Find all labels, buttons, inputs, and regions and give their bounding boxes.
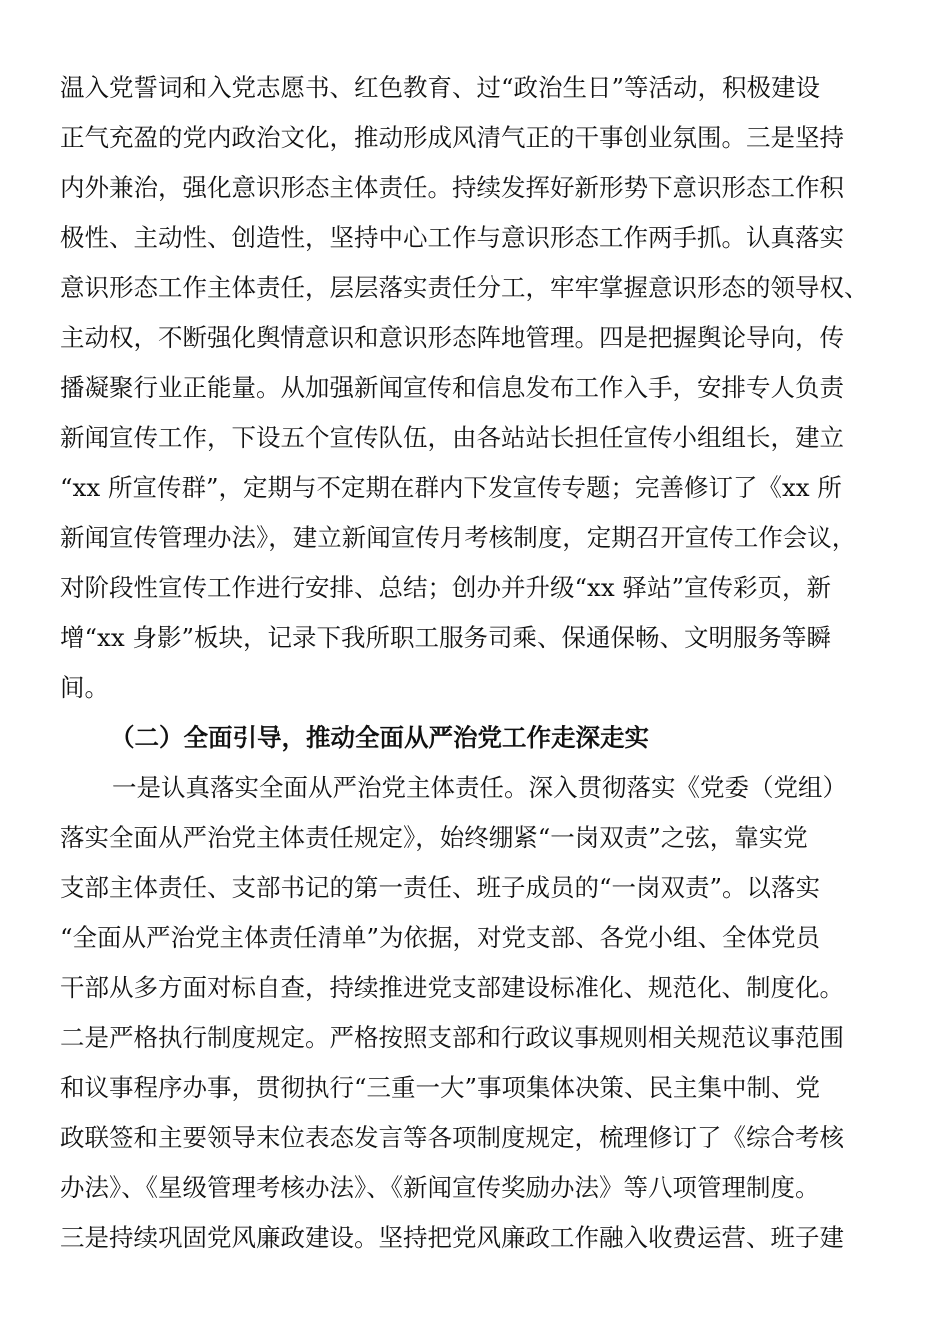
paragraph-line: 政联签和主要领导末位表态发言等各项制度规定，梳理修订了《综合考核 [60,1123,844,1152]
paragraph-line: 正气充盈的党内政治文化，推动形成风清气正的干事创业氛围。三是坚持 [60,123,844,152]
paragraph-line: 对阶段性宣传工作进行安排、总结；创办并升级“xx 驿站”宣传彩页，新 [60,573,831,602]
paragraph-line: 意识形态工作主体责任，层层落实责任分工，牢牢掌握意识形态的领导权、 [60,273,869,302]
paragraph-line: 间。 [60,673,109,702]
paragraph-line: 三是持续巩固党风廉政建设。坚持把党风廉政工作融入收费运营、班子建 [60,1223,844,1252]
paragraph-line: 新闻宣传工作，下设五个宣传队伍，由各站站长担任宣传小组组长，建立 [60,423,844,452]
paragraph-line: 办法》、《星级管理考核办法》、《新闻宣传奖励办法》等八项管理制度。 [60,1173,820,1202]
paragraph-line: “全面从严治党主体责任清单”为依据，对党支部、各党小组、全体党员 [60,923,821,952]
paragraph-line: 极性、主动性、创造性，坚持中心工作与意识形态工作两手抓。认真落实 [60,223,844,252]
paragraph-line: 增“xx 身影”板块，记录下我所职工服务司乘、保通保畅、文明服务等瞬 [60,623,831,652]
section-heading: （二）全面引导，推动全面从严治党工作走深走实 [110,723,649,752]
paragraph-line: 新闻宣传管理办法》，建立新闻宣传月考核制度，定期召开宣传工作会议， [60,523,857,552]
paragraph-line: 和议事程序办事，贯彻执行“三重一大”事项集体决策、民主集中制、党 [60,1073,821,1102]
paragraph-line: 一是认真落实全面从严治党主体责任。深入贯彻落实《党委（党组） [112,773,847,802]
paragraph-line: 落实全面从严治党主体责任规定》，始终绷紧“一岗双责”之弦，靠实党 [60,823,808,852]
paragraph-line: 二是严格执行制度规定。严格按照支部和行政议事规则相关规范议事范围 [60,1023,844,1052]
paragraph-line: 温入党誓词和入党志愿书、红色教育、过“政治生日”等活动，积极建设 [60,73,821,102]
paragraph-line: 主动权，不断强化舆情意识和意识形态阵地管理。四是把握舆论导向，传 [60,323,844,352]
paragraph-line: 支部主体责任、支部书记的第一责任、班子成员的“一岗双责”。以落实 [60,873,821,902]
paragraph-line: “xx 所宣传群”，定期与不定期在群内下发宣传专题；完善修订了《xx 所 [60,473,842,502]
paragraph-line: 播凝聚行业正能量。从加强新闻宣传和信息发布工作入手，安排专人负责 [60,373,844,402]
paragraph-line: 内外兼治，强化意识形态主体责任。持续发挥好新形势下意识形态工作积 [60,173,844,202]
paragraph-line: 干部从多方面对标自查，持续推进党支部建设标准化、规范化、制度化。 [60,973,844,1002]
